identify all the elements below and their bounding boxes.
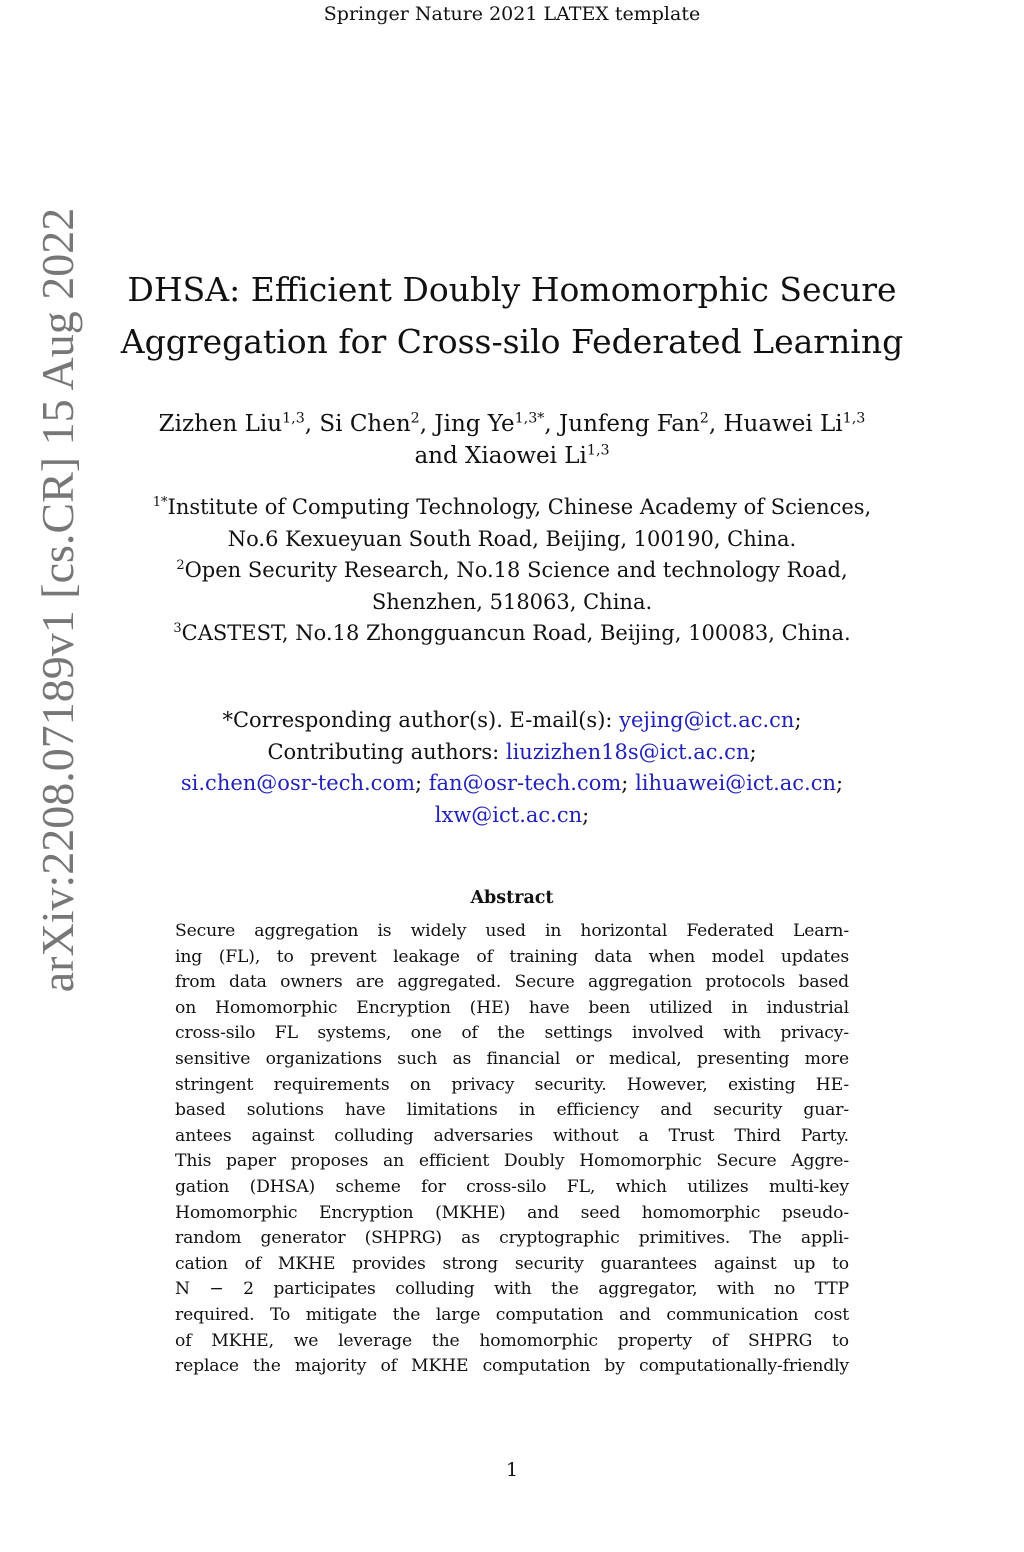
email-link[interactable]: si.chen@osr-tech.com (180, 771, 415, 795)
affiliation-mark: 3 (173, 621, 182, 637)
abstract-line: This paper proposes an efficient Doubly Homomorphic Secure Aggre- (175, 1151, 849, 1172)
email-separator: ; (836, 771, 844, 795)
email-link[interactable]: lihuawei@ict.ac.cn (635, 771, 837, 795)
abstract-line: random generator (SHPRG) as cryptographic primitives. The appli- (175, 1228, 849, 1249)
author-name: Huawei Li (723, 411, 843, 437)
arxiv-identifier: arXiv:2208.07189v1 [cs.CR] 15 Aug 2022 (32, 207, 83, 993)
email-link[interactable]: liuzizhen18s@ict.ac.cn (505, 739, 750, 764)
abstract-line: N − 2 participates colluding with the aggregator, with no TTP (175, 1279, 849, 1300)
title-line: Aggregation for Cross-silo Federated Learning (120, 322, 904, 361)
affiliation-item (130, 618, 894, 650)
email-separator: ; (621, 771, 629, 795)
email-separator: ; (794, 708, 802, 732)
abstract-line: Secure aggregation is widely used in horizontal Federated Learn- (175, 921, 849, 941)
page-number: 1 (505, 1459, 519, 1481)
abstract-line: Homomorphic Encryption (MKHE) and seed homomorphic pseudo- (175, 1202, 849, 1223)
author-name: Junfeng Fan (559, 411, 700, 437)
author-name: Jing Ye (434, 411, 515, 437)
abstract-line: gation (DHSA) scheme for cross-silo FL, which utilizes multi-key (175, 1176, 849, 1197)
author-separator: , (419, 411, 435, 437)
author-name: Zizhen Liu (158, 411, 283, 437)
abstract-line: cross-silo FL systems, one of the settings involved with privacy- (175, 1023, 849, 1044)
correspondence-block (150, 705, 874, 831)
paper-title (120, 264, 904, 368)
affiliation-mark: 1,3* (514, 410, 545, 427)
abstract-line: from data owners are aggregated. Secure aggregation protocols based (175, 972, 849, 993)
abstract-heading: Abstract (470, 888, 554, 908)
author-separator: and (414, 443, 465, 469)
affiliation-mark: 1* (152, 495, 168, 511)
email-separator: ; (582, 802, 590, 827)
author-separator: , (708, 411, 724, 437)
author-name: Xiaowei Li (465, 443, 587, 469)
abstract-line: ing (FL), to prevent leakage of training data when model updates (175, 946, 849, 967)
affiliation-list (130, 492, 894, 650)
affiliation-text: CASTEST, No.18 Zhongguancun Road, Beijing, 100083, China. (181, 621, 851, 645)
abstract-line: on Homomorphic Encryption (HE) have been utilized in industrial (175, 997, 849, 1018)
author-name: Si Chen (319, 411, 411, 437)
affiliation-mark: 2 (410, 410, 420, 427)
affiliation-item (130, 555, 894, 618)
email-link[interactable]: lxw@ict.ac.cn (434, 802, 583, 827)
running-header: Springer Nature 2021 LATEX template (323, 3, 701, 25)
email-separator: ; (415, 771, 423, 795)
abstract-line: based solutions have limitations in efficiency and security guar- (175, 1100, 849, 1121)
abstract-line: of MKHE, we leverage the homomorphic property of SHPRG to (175, 1330, 849, 1351)
abstract-line: sensitive organizations such as financial or medical, presenting more (175, 1048, 849, 1069)
abstract-line: replace the majority of MKHE computation by computationally-friendly (175, 1356, 849, 1377)
corresponding-label: *Corresponding author(s). E-mail(s): (222, 708, 620, 732)
author-separator: , (304, 411, 320, 437)
author-list (140, 408, 884, 472)
affiliation-text: Institute of Computing Technology, Chinese Academy of Sciences, No.6 Kexueyuan South Road, Beijing, 100190, China. (167, 495, 872, 551)
abstract-body (175, 919, 849, 1380)
affiliation-item (130, 492, 894, 555)
affiliation-text: Open Security Research, No.18 Science and technology Road, Shenzhen, 518063, China. (184, 558, 848, 614)
author-separator: , (544, 411, 560, 437)
affiliation-mark: 2 (176, 558, 185, 574)
affiliation-mark: 1,3 (282, 410, 305, 427)
affiliation-mark: 2 (699, 410, 709, 427)
abstract-line: stringent requirements on privacy security. However, existing HE- (175, 1074, 849, 1095)
email-link[interactable]: fan@osr-tech.com (428, 771, 622, 795)
abstract-line: cation of MKHE provides strong security guarantees against up to (175, 1253, 849, 1274)
affiliation-mark: 1,3 (586, 442, 610, 459)
abstract-line: required. To mitigate the large computation and communication cost (175, 1304, 849, 1325)
title-line: DHSA: Efficient Doubly Homomorphic Secure (127, 270, 897, 309)
email-separator: ; (749, 739, 757, 764)
contributing-label: Contributing authors: (267, 739, 506, 764)
abstract-line: antees against colluding adversaries without a Trust Third Party. (175, 1125, 849, 1146)
affiliation-mark: 1,3 (842, 410, 866, 427)
email-link[interactable]: yejing@ict.ac.cn (619, 708, 795, 732)
